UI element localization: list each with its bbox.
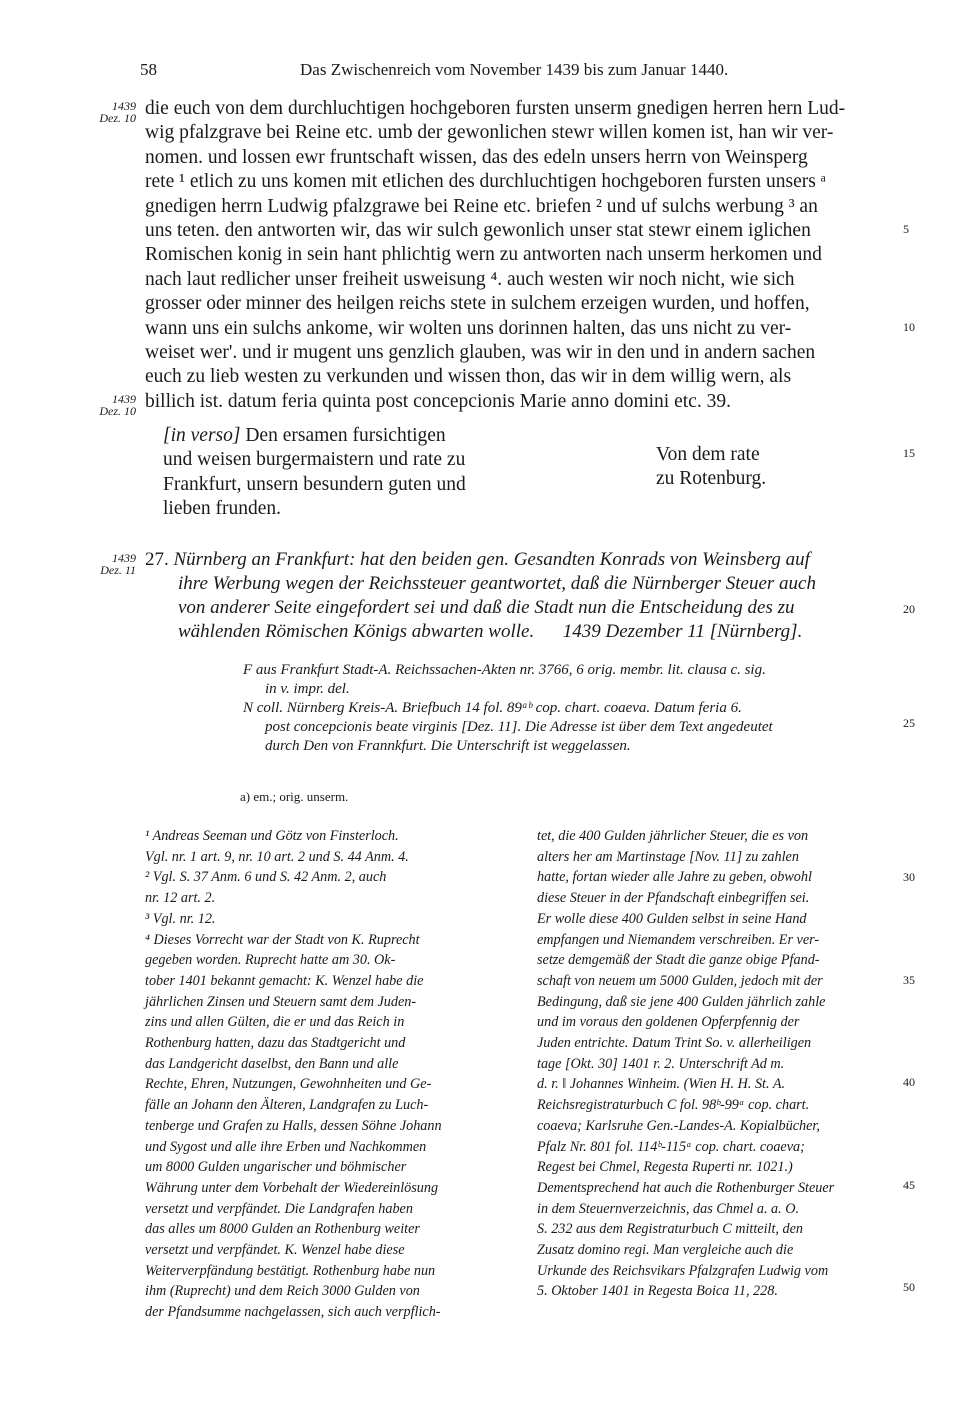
- note-line: 5. Oktober 1401 in Regesta Boica 11, 228.: [537, 1283, 778, 1300]
- source-line: F aus Frankfurt Stadt-A. Reichssachen-Akten nr. 3766, 6 orig. membr. lit. clausa c. sig.: [243, 662, 766, 678]
- line-number: 50: [903, 1280, 915, 1294]
- margin-date-2: [86, 393, 136, 417]
- apparatus-note: a) em.; orig. unserm.: [240, 789, 349, 804]
- summary-line: von anderer Seite eingefordert sei und daß die Stadt nun die Entscheidung des zu: [178, 597, 795, 618]
- text-line: die euch von dem durchluchtigen hochgeboren fursten unserm gnedigen herren hern Lud-: [145, 98, 846, 119]
- address-left: [163, 424, 523, 522]
- note-line: der Pfandsumme nachgelassen, sich auch verpflich-: [145, 1304, 441, 1321]
- margin-date-year: 1439: [112, 551, 136, 565]
- note-line: Rothenburg hatten, dazu das Stadtgericht und: [145, 1035, 406, 1052]
- sender-line: Von dem rate: [656, 444, 760, 465]
- note-line: ² Vgl. S. 37 Anm. 6 und S. 42 Anm. 2, auch: [145, 869, 387, 886]
- note-line: Rechte, Ehren, Nutzungen, Gewohnheiten und Ge-: [145, 1076, 432, 1093]
- text-line: Romischen konig in sein hant phlichtig wern zu antworten nach unserm herkomen und: [145, 244, 822, 266]
- note-line: Regest bei Chmel, Regesta Ruperti nr. 1021.): [537, 1159, 793, 1176]
- letter-text: [145, 97, 900, 414]
- note-line: Pfalz Nr. 801 fol. 114ᵇ-115ᵃ cop. chart. coaeva;: [537, 1138, 805, 1155]
- note-line: in dem Steuernverzeichnis, das Chmel a. a. O.: [537, 1200, 800, 1217]
- text-line: billich ist. datum feria quinta post concepcionis Marie anno domini etc. 39.: [145, 390, 731, 412]
- note-line: Weiterverpfändung bestätigt. Rothenburg habe nun: [145, 1262, 436, 1279]
- note-line: Zusatz domino regi. Man vergleiche auch die: [537, 1242, 794, 1259]
- note-line: fälle an Johann den Älteren, Landgrafen zu Luch-: [145, 1097, 429, 1114]
- line-number: 20: [903, 602, 915, 616]
- note-line: Urkunde des Reichsvikars Pfalzgrafen Ludwig vom: [537, 1262, 829, 1279]
- address-right: [656, 443, 856, 492]
- note-line: nr. 12 art. 2.: [145, 890, 216, 907]
- line-number: 15: [903, 446, 915, 460]
- text-line: wann uns ein sulchs ankome, wir wolten uns dorinnen halten, das uns nicht zu ver-: [145, 317, 792, 339]
- source-line: N coll. Nürnberg Kreis-A. Briefbuch 14 fol. 89ᵃᵇ cop. chart. coaeva. Datum feria 6.: [243, 700, 742, 716]
- note-line: alters her am Martinstage [Nov. 11] zu zahlen: [537, 848, 799, 865]
- margin-date-day: Dez. 11: [100, 563, 136, 577]
- note-line: das Landgericht daselbst, den Bann und alle: [145, 1055, 399, 1072]
- document-date: 1439 Dezember 11 [Nürnberg].: [562, 621, 803, 642]
- note-line: ihm (Ruprecht) und dem Reich 3000 Gulden von: [145, 1283, 420, 1300]
- summary-line: wählenden Römischen Königs abwarten wolle.: [178, 621, 535, 642]
- text-line: wig pfalzgrave bei Reine etc. umb der gewonlichen stewr willen komen ist, han wir ver-: [145, 122, 834, 144]
- note-line: Reichsregistraturbuch C fol. 98ᵇ-99ᵃ cop. chart.: [537, 1097, 810, 1114]
- margin-date-day: Dez. 10: [99, 111, 136, 125]
- margin-date-1: [86, 100, 136, 124]
- text-line: grosser oder minner des heilgen reichs stete in sulchem erzeigen wurden, und hoffen,: [145, 293, 810, 315]
- note-line: hatte, fortan wieder alle Jahre zu geben, obwohl: [537, 869, 812, 886]
- text-line: nach laut redlicher unser freiheit usweisung ⁴. auch westen wir noch nicht, wie sich: [145, 268, 795, 290]
- sender-line: zu Rotenburg.: [656, 468, 767, 490]
- note-line: das alles um 8000 Gulden an Rothenburg weiter: [145, 1221, 420, 1238]
- note-line: versetzt und verpfändet. K. Wenzel habe diese: [145, 1242, 405, 1259]
- note-line: Vgl. nr. 1 art. 9, nr. 10 art. 2 und S. 44 Anm. 4.: [145, 848, 409, 865]
- text-line: uns teten. den antworten wir, das wir sulch gewonlich unser stat stewr einem iglichen: [145, 220, 811, 242]
- line-number: 45: [903, 1178, 915, 1192]
- note-line: und Sygost und alle ihre Erben und Nachkommen: [145, 1138, 427, 1155]
- line-number: 25: [903, 716, 915, 730]
- note-line: empfangen und Niemandem verschreiben. Er ver-: [537, 931, 820, 948]
- verso-label: [in verso]: [163, 425, 241, 446]
- note-line: ³ Vgl. nr. 12.: [145, 910, 216, 927]
- note-line: tage [Okt. 30] 1401 r. 2. Unterschrift Ad m.: [537, 1055, 785, 1072]
- document-summary: [145, 548, 900, 644]
- note-line: um 8000 Gulden ungarischer und böhmischer: [145, 1159, 407, 1176]
- document-number: 27.: [145, 549, 169, 570]
- note-line: versetzt und verpfändet. Die Landgrafen haben: [145, 1200, 413, 1217]
- line-number: 5: [903, 222, 909, 236]
- note-line: Juden entrichte. Datum Trint So. v. allerheiligen: [537, 1035, 812, 1052]
- line-number: 40: [903, 1075, 915, 1089]
- text-line: nomen. und lossen ewr fruntschaft wissen, das des edeln unsers herrn von Weinsperg: [145, 146, 808, 168]
- note-line: tober 1401 bekannt gemacht: K. Wenzel habe die: [145, 972, 424, 989]
- margin-date-day: Dez. 10: [99, 404, 136, 418]
- address-line: und weisen burgermaistern und rate zu: [163, 449, 466, 471]
- source-line: durch Den von Frannkfurt. Die Unterschrift ist weggelassen.: [265, 738, 631, 754]
- note-line: Er wolle diese 400 Gulden selbst in seine Hand: [537, 910, 807, 927]
- note-line: Währung unter dem Vorbehalt der Wiedereinlösung: [145, 1179, 439, 1196]
- summary-line: Nürnberg an Frankfurt: hat den beiden gen. Gesandten Konrads von Weinsberg auf: [173, 549, 810, 570]
- note-line: coaeva; Karlsruhe Gen.-Landes-A. Kopialbücher,: [537, 1117, 820, 1134]
- address-line: Den ersamen fursichtigen: [245, 425, 446, 446]
- address-line: Frankfurt, unsern besundern guten und: [163, 473, 466, 495]
- footnotes-right: [537, 826, 907, 1302]
- note-line: Bedingung, daß sie jene 400 Gulden jährlich zahle: [537, 993, 826, 1010]
- source-line: post concepcionis beate virginis [Dez. 11]. Die Adresse ist über dem Text angedeutet: [265, 719, 773, 735]
- note-line: schaft von neuem um 5000 Gulden, jedoch mit der: [537, 972, 823, 989]
- line-number: 30: [903, 870, 915, 884]
- note-line: Dementsprechend hat auch die Rothenburger Steuer: [537, 1179, 835, 1196]
- running-title: Das Zwischenreich vom November 1439 bis zum Januar 1440.: [300, 60, 729, 79]
- summary-line: ihre Werbung wegen der Reichssteuer geantwortet, daß die Nürnberger Steuer auch: [178, 573, 816, 594]
- note-line: jährlichen Zinsen und Steuern samt dem Juden-: [145, 993, 417, 1010]
- note-line: gegeben worden. Ruprecht hatte am 30. Ok-: [145, 952, 396, 969]
- margin-date-year: 1439: [112, 99, 136, 113]
- text-line: gnedigen herrn Ludwig pfalzgrawe bei Reine etc. briefen ² und uf sulchs werbung ³ an: [145, 195, 818, 217]
- note-line: setze demgemäß der Stadt die ganze obige Pfand-: [537, 952, 820, 969]
- source-line: in v. impr. del.: [265, 681, 350, 697]
- text-line: euch zu lieb westen zu verkunden und wissen thon, das wir in dem willig wern, als: [145, 366, 792, 388]
- text-line: weiset wer'. und ir mugent uns genzlich glauben, was wir in den und in andern sachen: [145, 342, 816, 364]
- note-line: tet, die 400 Gulden jährlicher Steuer, die es von: [537, 828, 809, 844]
- note-line: diese Steuer in der Pfandschaft einbegriffen sei.: [537, 890, 810, 907]
- address-line: lieben frunden.: [163, 498, 282, 520]
- text-line: rete ¹ etlich zu uns komen mit etlichen des durchluchtigen hochgeboren fursten unsers ᵃ: [145, 171, 827, 193]
- page-number: 58: [140, 60, 157, 79]
- note-line: ⁴ Dieses Vorrecht war der Stadt von K. Ruprecht: [145, 931, 420, 948]
- note-line: und im voraus den goldenen Opferpfennig der: [537, 1014, 800, 1031]
- line-number: 35: [903, 973, 915, 987]
- line-number: 10: [903, 320, 915, 334]
- footnotes-left: [145, 826, 515, 1323]
- note-line: d. r. ‖ Johannes Winheim. (Wien H. H. St. A.: [537, 1076, 786, 1093]
- source-notes: [243, 661, 900, 756]
- margin-date-year: 1439: [112, 392, 136, 406]
- note-line: ¹ Andreas Seeman und Götz von Finsterloch.: [145, 828, 399, 844]
- margin-date-3: [86, 552, 136, 576]
- note-line: S. 232 aus dem Registraturbuch C mitteilt, den: [537, 1221, 803, 1238]
- note-line: zins und allen Gülten, die er und das Reich in: [145, 1014, 405, 1031]
- note-line: tenberge und Grafen zu Halls, dessen Söhne Johann: [145, 1117, 442, 1134]
